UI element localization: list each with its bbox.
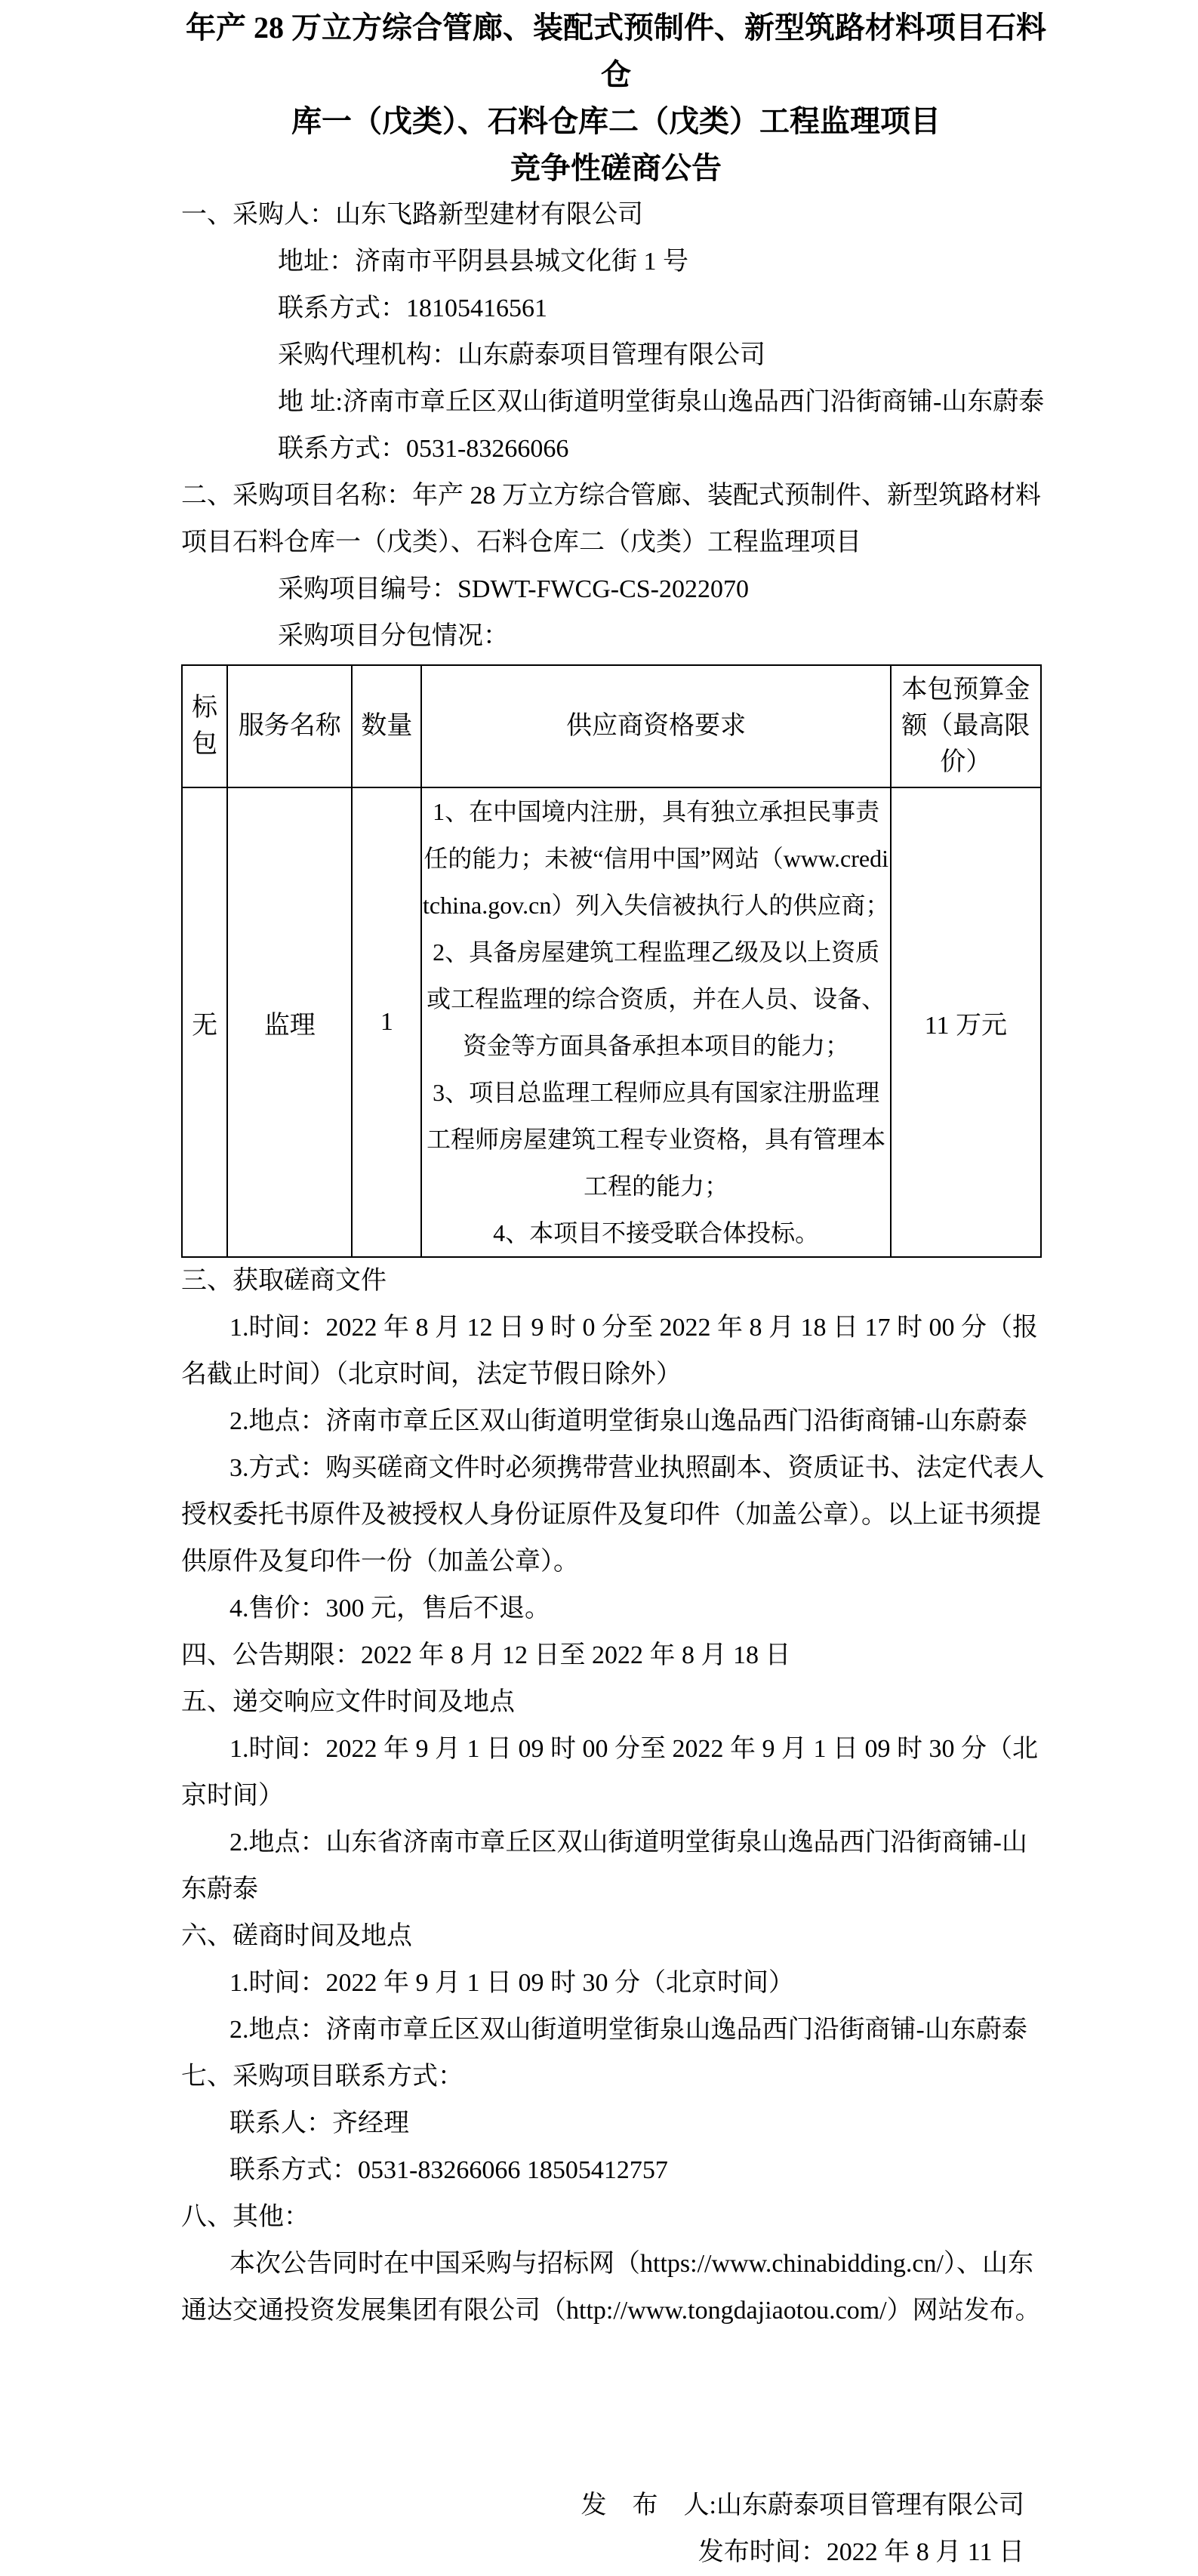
table-header-budget: 本包预算金额（最高限价） [891,665,1041,787]
table-header-service: 服务名称 [227,665,352,787]
section-3-place: 2.地点：济南市章丘区双山街道明堂街泉山逸品西门沿街商铺-山东蔚泰 [229,1407,1027,1435]
cell-requirements [421,787,890,1257]
cell-service: 监理 [227,787,352,1257]
doc-title-line-2: 库一（戊类）、石料仓库二（戊类）工程监理项目 [291,104,941,138]
section-7-heading: 七、采购项目联系方式： [181,2063,463,2091]
section-5-place: 2.地点：山东省济南市章丘区双山街道明堂街泉山逸品西门沿街商铺-山东蔚泰 [181,1829,1027,1903]
section-7-contact-info: 联系方式：0531-83266066 18505412757 [229,2156,668,2184]
project-number: 采购项目编号：SDWT-FWCG-CS-2022070 [278,575,749,603]
doc-title-line-1: 年产 28 万立方综合管廊、装配式预制件、新型筑路材料项目石料仓 [186,11,1046,91]
section-2-heading: 二、采购项目名称：年产 28 万立方综合管廊、装配式预制件、新型筑路材料项目石料仓库一（戊类）、石料仓库二（戊类）工程监理项目 [181,482,1041,556]
requirement-item: 2、具备房屋建筑工程监理乙级及以上资质或工程监理的综合资质，并在人员、设备、资金等方面具备承担本项目的能力； [427,938,886,1059]
footer-publish-date: 发布时间：2022 年 8 月 11 日 [698,2538,1024,2566]
section-3-heading: 三、获取磋商文件 [181,1267,387,1295]
package-table [181,664,1042,1258]
agency-contact: 联系方式：0531-83266066 [278,435,569,463]
agency-address: 地 址:济南市章丘区双山街道明堂街泉山逸品西门沿街商铺-山东蔚泰 [278,388,1045,416]
table-header-row [182,665,1041,787]
purchaser-contact: 联系方式：18105416561 [278,294,547,322]
cell-package: 无 [182,787,227,1257]
section-6-time: 1.时间：2022 年 9 月 1 日 09 时 30 分（北京时间） [229,1969,794,1997]
footer-publisher: 发 布 人:山东蔚泰项目管理有限公司 [581,2491,1024,2519]
section-8-heading: 八、其他： [181,2203,310,2231]
section-6-heading: 六、磋商时间及地点 [181,1922,412,1950]
section-3-price: 4.售价：300 元，售后不退。 [229,1595,550,1622]
section-7-contact-person: 联系人：齐经理 [229,2109,409,2137]
requirement-item: 4、本项目不接受联合体投标。 [493,1219,820,1246]
table-header-package: 标包 [182,665,227,787]
section-1-heading: 一、采购人：山东飞路新型建材有限公司 [181,201,643,229]
section-6-place: 2.地点：济南市章丘区双山街道明堂街泉山逸品西门沿街商铺-山东蔚泰 [229,2016,1027,2044]
purchaser-address: 地址：济南市平阴县县城文化街 1 号 [278,248,688,276]
doc-subtitle: 竞争性磋商公告 [510,151,722,185]
table-row [182,787,1041,1257]
section-8-body: 本次公告同时在中国采购与招标网（https://www.chinabidding.cn/）、山东通达交通投资发展集团有限公司（http://www.tongdajiaotou.com/）网站发布。 [181,2250,1041,2325]
table-header-requirements: 供应商资格要求 [421,665,890,787]
requirement-item: 3、项目总监理工程师应具有国家注册监理工程师房屋建筑工程专业资格，具有管理本工程的能力； [427,1079,886,1200]
subpackage-label: 采购项目分包情况： [278,622,509,650]
table-header-quantity: 数量 [352,665,421,787]
section-3-time: 1.时间：2022 年 8 月 12 日 9 时 0 分至 2022 年 8 月 18 日 17 时 00 分（报名截止时间）（北京时间，法定节假日除外） [181,1314,1038,1388]
cell-quantity: 1 [352,787,421,1257]
section-3-method: 3.方式：购买磋商文件时必须携带营业执照副本、资质证书、法定代表人授权委托书原件及被授权人身份证原件及复印件（加盖公章）。以上证书须提供原件及复印件一份（加盖公章）。 [181,1454,1045,1576]
agency-name: 采购代理机构：山东蔚泰项目管理有限公司 [278,341,765,369]
section-5-time: 1.时间：2022 年 9 月 1 日 09 时 00 分至 2022 年 9 月 1 日 09 时 30 分（北京时间） [181,1735,1038,1810]
section-4-heading: 四、公告期限：2022 年 8 月 12 日至 2022 年 8 月 18 日 [181,1641,791,1669]
section-5-heading: 五、递交响应文件时间及地点 [181,1688,515,1716]
cell-budget: 11 万元 [891,787,1041,1257]
document-footer [581,2482,1024,2576]
requirement-item: 1、在中国境内注册，具有独立承担民事责任的能力；未被“信用中国”网站（www.creditchina.gov.cn）列入失信被执行人的供应商； [423,798,890,919]
